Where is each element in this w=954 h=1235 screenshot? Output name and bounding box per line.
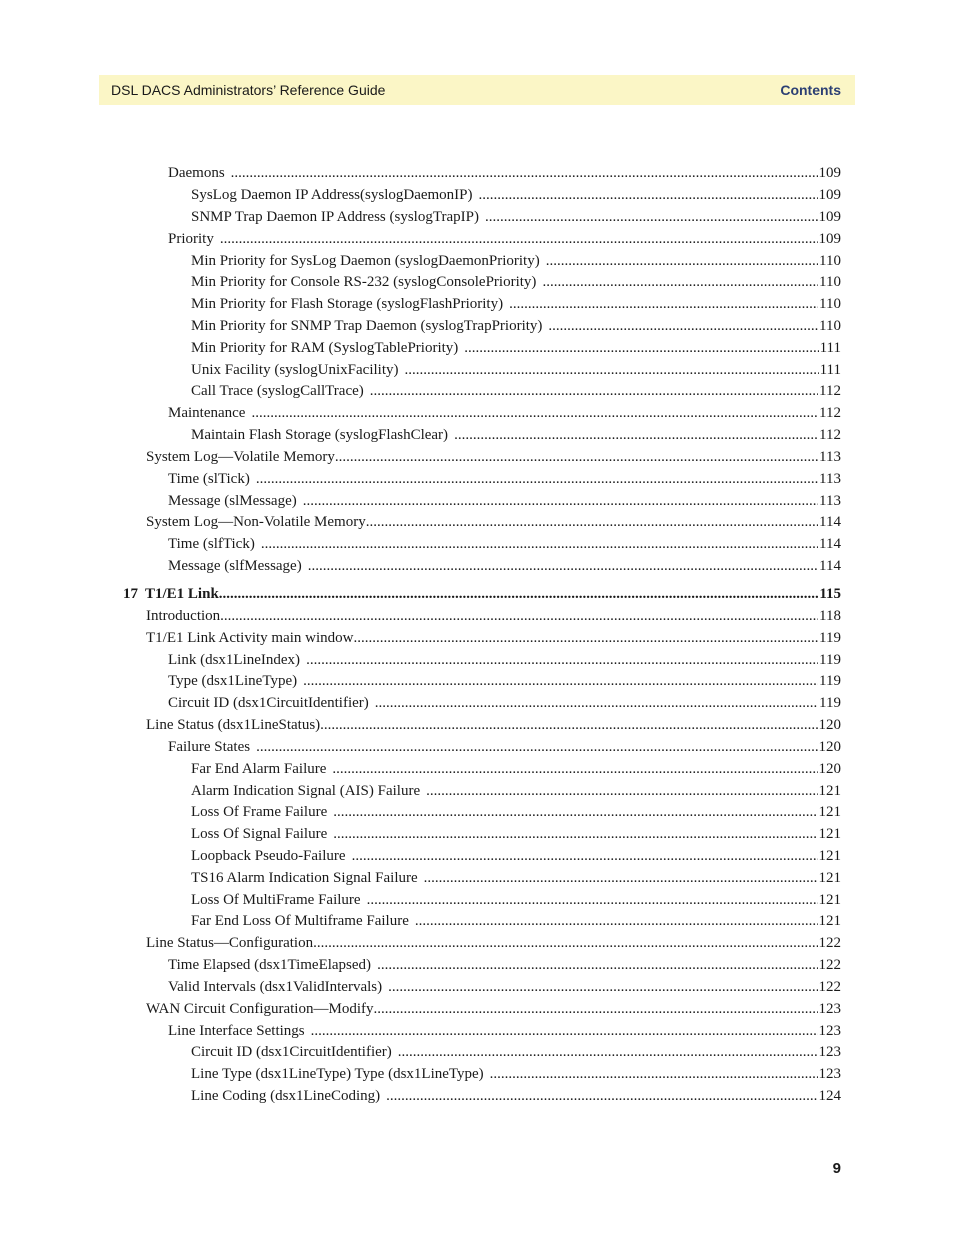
- toc-entry-page: 113: [819, 471, 841, 487]
- toc-entry-title: Failure States: [168, 739, 251, 755]
- toc-entry-page: 114: [819, 558, 841, 574]
- toc-chapter-entry[interactable]: [123, 584, 841, 604]
- toc-entry[interactable]: [191, 316, 841, 336]
- toc-entry-title: Daemons: [168, 165, 225, 181]
- toc-entry-page: 114: [819, 514, 841, 530]
- toc-entry-title: Maintenance: [168, 405, 246, 421]
- toc-entry-page: 112: [819, 427, 841, 443]
- toc-entry[interactable]: [168, 955, 841, 975]
- toc-entry-page: 121: [818, 804, 841, 820]
- toc-entry[interactable]: [191, 802, 841, 822]
- leader-dots: [392, 1042, 818, 1062]
- toc-entry[interactable]: [168, 556, 841, 576]
- leader-dots: [418, 868, 818, 888]
- leader-dots: [250, 737, 817, 757]
- toc-entry-page: 109: [818, 165, 841, 181]
- toc-entry-page: 113: [819, 493, 841, 509]
- toc-entry-title: Type (dsx1LineType): [168, 673, 298, 689]
- toc-entry[interactable]: [168, 737, 841, 757]
- toc-entry-title: Far End Alarm Failure: [191, 761, 327, 777]
- toc-entry-page: 121: [818, 892, 841, 908]
- toc-entry-title: Valid Intervals (dsx1ValidIntervals): [168, 979, 383, 995]
- toc-entry-title: Message (slfMessage): [168, 558, 302, 574]
- toc-entry-title: Call Trace (syslogCallTrace): [191, 383, 364, 399]
- leader-dots: [313, 933, 817, 953]
- toc-entry-page: 121: [818, 870, 841, 886]
- leader-dots: [300, 650, 818, 670]
- toc-entry-page: 113: [819, 449, 841, 465]
- toc-entry-title: Unix Facility (syslogUnixFacility): [191, 362, 399, 378]
- toc-entry-page: 123: [818, 1044, 841, 1060]
- toc-entry-page: 119: [819, 673, 841, 689]
- toc-entry-title: Line Status—Configuration: [146, 935, 314, 951]
- toc-entry[interactable]: [191, 251, 841, 271]
- toc-entry-page: 119: [819, 652, 841, 668]
- page-number: 9: [832, 1160, 841, 1177]
- leader-dots: [361, 890, 818, 910]
- toc-entry[interactable]: [146, 606, 841, 626]
- toc-entry-title: TS16 Alarm Indication Signal Failure: [191, 870, 418, 886]
- toc-entry-title: Line Interface Settings: [168, 1023, 305, 1039]
- toc-entry-page: 120: [818, 761, 841, 777]
- toc-entry-title: T1/E1 Link Activity main window: [146, 630, 354, 646]
- toc-entry[interactable]: [168, 693, 841, 713]
- toc-entry-title: Min Priority for Flash Storage (syslogFlashPriority): [191, 296, 504, 312]
- chapter-number: 17: [123, 586, 138, 602]
- leader-dots: [542, 316, 818, 336]
- toc-entry-title: System Log—Non-Volatile Memory: [146, 514, 366, 530]
- leader-dots: [373, 999, 817, 1019]
- leader-dots: [297, 671, 818, 691]
- leader-dots: [353, 628, 818, 648]
- leader-dots: [225, 163, 818, 183]
- leader-dots: [540, 251, 818, 271]
- toc-entry-title: Time (slTick): [168, 471, 250, 487]
- toc-entry-page: 119: [819, 695, 841, 711]
- toc-entry-title: Line Status (dsx1LineStatus): [146, 717, 321, 733]
- toc-entry-page: 112: [819, 383, 841, 399]
- toc-entry-title: Introduction: [146, 608, 221, 624]
- leader-dots: [255, 534, 818, 554]
- leader-dots: [220, 606, 818, 626]
- leader-dots: [346, 846, 818, 866]
- toc-entry-page: 119: [819, 630, 841, 646]
- toc-entry[interactable]: [168, 469, 841, 489]
- toc-entry-title: Far End Loss Of Multiframe Failure: [191, 913, 409, 929]
- toc-entry[interactable]: [191, 781, 841, 801]
- toc-entry-title: SysLog Daemon IP Address(syslogDaemonIP): [191, 187, 473, 203]
- leader-dots: [369, 693, 818, 713]
- leader-dots: [382, 977, 817, 997]
- toc-entry-page: 111: [819, 362, 841, 378]
- leader-dots: [305, 1021, 818, 1041]
- leader-dots: [420, 781, 817, 801]
- toc-entry-page: 115: [819, 586, 841, 602]
- toc-entry-page: 121: [818, 783, 841, 799]
- toc-entry-page: 109: [818, 209, 841, 225]
- leader-dots: [448, 425, 818, 445]
- toc-entry-title: Alarm Indication Signal (AIS) Failure: [191, 783, 421, 799]
- toc-entry[interactable]: [146, 933, 841, 953]
- toc-entry-title: Time Elapsed (dsx1TimeElapsed): [168, 957, 372, 973]
- toc-entry-title: Loss Of Signal Failure: [191, 826, 328, 842]
- toc-entry-page: 110: [819, 296, 841, 312]
- leader-dots: [335, 447, 818, 467]
- toc-entry[interactable]: [191, 890, 841, 910]
- toc-entry-title: Circuit ID (dsx1CircuitIdentifier): [191, 1044, 392, 1060]
- leader-dots: [250, 469, 818, 489]
- toc-entry[interactable]: [168, 534, 841, 554]
- leader-dots: [327, 824, 817, 844]
- toc-entry-title: Line Type (dsx1LineType) Type (dsx1LineType): [191, 1066, 484, 1082]
- leader-dots: [219, 584, 819, 604]
- toc-entry-title: Min Priority for SNMP Trap Daemon (syslogTrapPriority): [191, 318, 543, 334]
- toc-entry[interactable]: [191, 360, 841, 380]
- leader-dots: [479, 207, 818, 227]
- toc-entry[interactable]: [191, 294, 841, 314]
- toc-entry[interactable]: [146, 999, 841, 1019]
- leader-dots: [364, 381, 818, 401]
- leader-dots: [473, 185, 818, 205]
- toc-entry[interactable]: [191, 381, 841, 401]
- leader-dots: [214, 229, 818, 249]
- toc-entry-title: Min Priority for SysLog Daemon (syslogDaemonPriority): [191, 253, 540, 269]
- toc-entry[interactable]: [168, 1021, 841, 1041]
- toc-entry-page: 109: [818, 187, 841, 203]
- section-label: Contents: [780, 82, 841, 98]
- toc-entry-page: 120: [818, 717, 841, 733]
- running-header: [99, 75, 855, 105]
- toc-entry-title: T1/E1 Link: [145, 586, 219, 602]
- toc-entry-title: Priority: [168, 231, 214, 247]
- toc-entry[interactable]: [191, 272, 841, 292]
- toc-entry-page: 110: [819, 318, 841, 334]
- leader-dots: [484, 1064, 818, 1084]
- toc-entry-page: 123: [818, 1066, 841, 1082]
- toc-entry[interactable]: [168, 977, 841, 997]
- toc-entry-page: 122: [818, 979, 841, 995]
- toc-entry-page: 118: [819, 608, 841, 624]
- leader-dots: [458, 338, 818, 358]
- toc-entry-page: 123: [818, 1023, 841, 1039]
- toc-entry-page: 121: [818, 913, 841, 929]
- leader-dots: [326, 759, 817, 779]
- toc-entry-title: System Log—Volatile Memory: [146, 449, 335, 465]
- leader-dots: [380, 1086, 817, 1106]
- toc-entry[interactable]: [191, 1086, 841, 1106]
- toc-entry[interactable]: [146, 715, 841, 735]
- toc-entry-title: SNMP Trap Daemon IP Address (syslogTrapIP): [191, 209, 479, 225]
- toc-entry[interactable]: [168, 650, 841, 670]
- toc-entry-page: 112: [819, 405, 841, 421]
- toc-entry[interactable]: [191, 207, 841, 227]
- toc-entry[interactable]: [168, 403, 841, 423]
- toc-entry-title: Loopback Pseudo-Failure: [191, 848, 346, 864]
- toc-entry-page: 114: [819, 536, 841, 552]
- leader-dots: [399, 360, 819, 380]
- leader-dots: [297, 491, 818, 511]
- toc-entry[interactable]: [146, 447, 841, 467]
- toc-entry[interactable]: [146, 628, 841, 648]
- leader-dots: [327, 802, 817, 822]
- toc-entry-page: 110: [819, 274, 841, 290]
- toc-entry[interactable]: [191, 1064, 841, 1084]
- toc-entry[interactable]: [168, 163, 841, 183]
- toc-entry[interactable]: [191, 846, 841, 866]
- toc-entry[interactable]: [146, 512, 841, 532]
- leader-dots: [371, 955, 817, 975]
- guide-title: DSL DACS Administrators’ Reference Guide: [111, 82, 386, 98]
- leader-dots: [302, 556, 818, 576]
- toc-entry-title: Circuit ID (dsx1CircuitIdentifier): [168, 695, 369, 711]
- leader-dots: [536, 272, 818, 292]
- toc-entry[interactable]: [191, 824, 841, 844]
- toc-entry-title: Min Priority for RAM (SyslogTablePriority): [191, 340, 459, 356]
- toc-entry[interactable]: [191, 185, 841, 205]
- leader-dots: [245, 403, 818, 423]
- toc-entry-page: 121: [818, 826, 841, 842]
- toc-entry-page: 122: [818, 935, 841, 951]
- leader-dots: [503, 294, 818, 314]
- toc-entry-title: Line Coding (dsx1LineCoding): [191, 1088, 381, 1104]
- leader-dots: [409, 911, 818, 931]
- toc-entry[interactable]: [191, 1042, 841, 1062]
- toc-entry[interactable]: [168, 229, 841, 249]
- toc-entry[interactable]: [191, 338, 841, 358]
- toc-entry-title: Loss Of MultiFrame Failure: [191, 892, 361, 908]
- toc-entry-page: 110: [819, 253, 841, 269]
- toc-entry-page: 122: [818, 957, 841, 973]
- toc-entry[interactable]: [191, 911, 841, 931]
- leader-dots: [366, 512, 818, 532]
- toc-entry-page: 123: [818, 1001, 841, 1017]
- toc-entry[interactable]: [168, 671, 841, 691]
- toc-entry-page: 111: [819, 340, 841, 356]
- toc-entry-title: Maintain Flash Storage (syslogFlashClear): [191, 427, 449, 443]
- toc-entry[interactable]: [191, 425, 841, 445]
- toc-entry[interactable]: [168, 491, 841, 511]
- toc-entry[interactable]: [191, 759, 841, 779]
- toc-entry-page: 120: [818, 739, 841, 755]
- toc-entry-title: Link (dsx1LineIndex): [168, 652, 301, 668]
- toc-entry-title: Min Priority for Console RS-232 (syslogConsolePriority): [191, 274, 537, 290]
- toc-entry-page: 124: [818, 1088, 841, 1104]
- toc-entry-page: 121: [818, 848, 841, 864]
- toc-entry[interactable]: [191, 868, 841, 888]
- toc-entry-title: Loss Of Frame Failure: [191, 804, 328, 820]
- toc-entry-title: Message (slMessage): [168, 493, 297, 509]
- toc-entry-title: Time (slfTick): [168, 536, 255, 552]
- toc-entry-page: 109: [818, 231, 841, 247]
- leader-dots: [320, 715, 817, 735]
- toc-entry-title: WAN Circuit Configuration—Modify: [146, 1001, 374, 1017]
